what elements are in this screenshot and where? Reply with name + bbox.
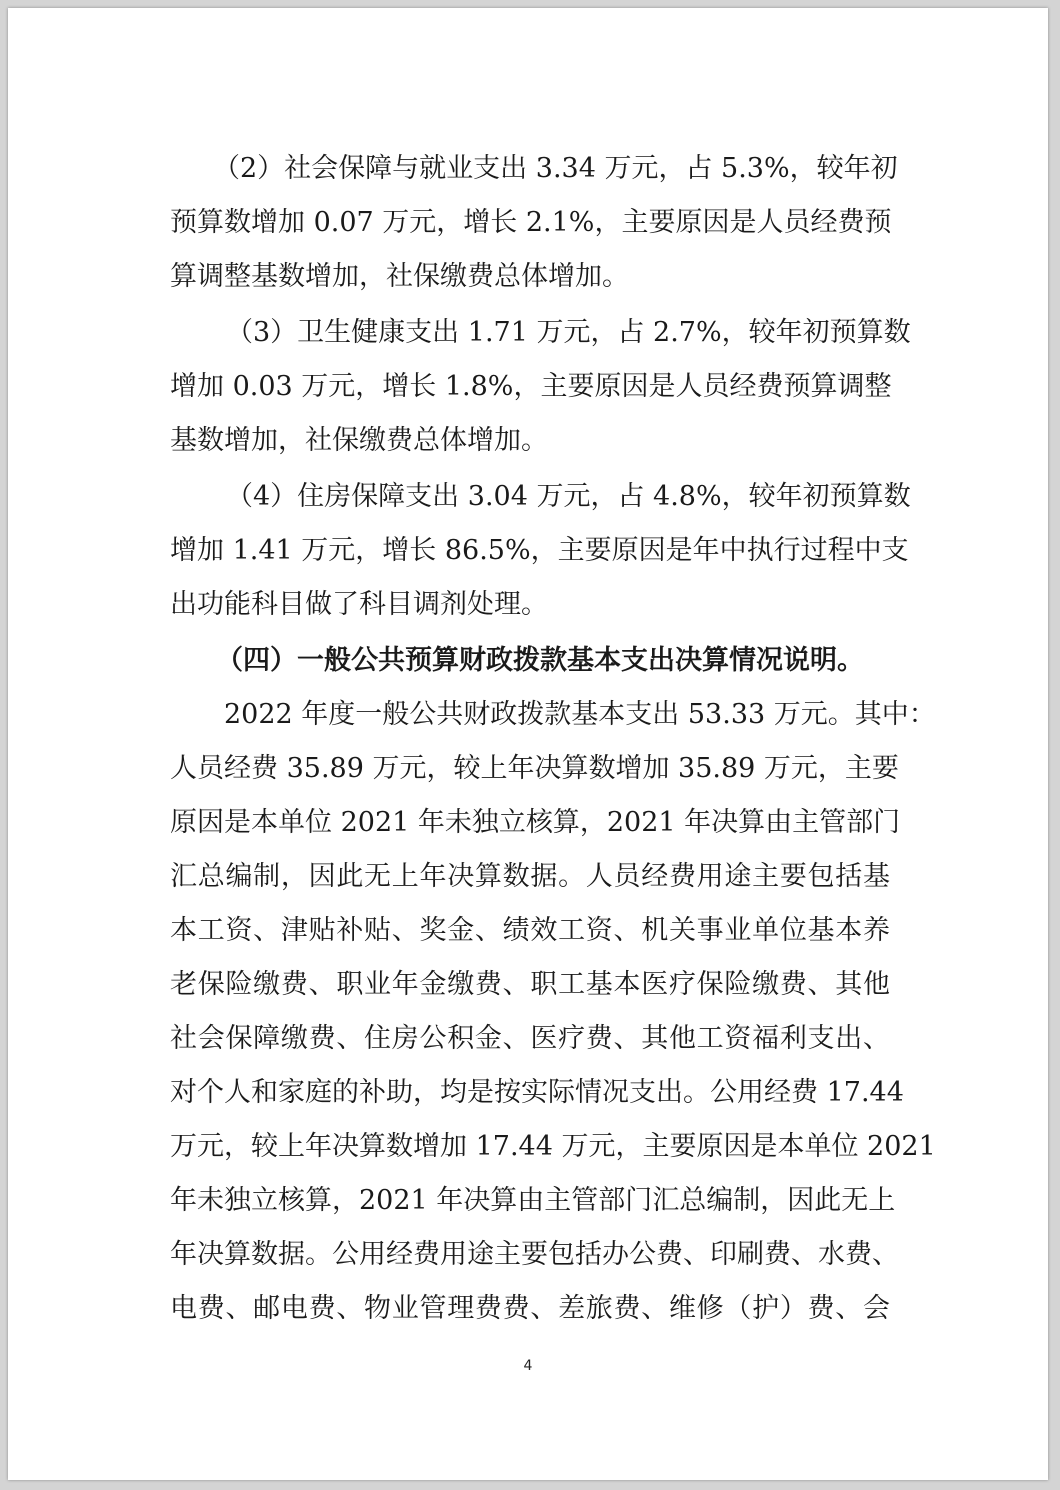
text-line: 增加 1.41 万元，增长 86.5%，主要原因是年中执行过程中支 [170, 535, 909, 566]
text-line: 本工资、津贴补贴、奖金、绩效工资、机关事业单位基本养 [170, 915, 890, 946]
text-line: 年未独立核算，2021 年决算由主管部门汇总编制，因此无上 [170, 1185, 896, 1216]
text-line: 出功能科目做了科目调剂处理。 [170, 589, 548, 620]
text-line: 算调整基数增加，社保缴费总体增加。 [170, 261, 629, 292]
document-page [8, 8, 1048, 1480]
text-line: 对个人和家庭的补助，均是按实际情况支出。公用经费 17.44 [170, 1077, 904, 1108]
text-line: 2022 年度一般公共财政拨款基本支出 53.33 万元。其中： [224, 699, 936, 730]
text-line: 汇总编制，因此无上年决算数据。人员经费用途主要包括基 [170, 861, 890, 892]
text-line: 人员经费 35.89 万元，较上年决算数增加 35.89 万元，主要 [170, 753, 899, 784]
text-line: 基数增加，社保缴费总体增加。 [170, 425, 548, 456]
text-line: 增加 0.03 万元，增长 1.8%，主要原因是人员经费预算调整 [170, 371, 892, 402]
text-line: （4）住房保障支出 3.04 万元，占 4.8%，较年初预算数 [226, 481, 911, 512]
section-heading: （四）一般公共预算财政拨款基本支出决算情况说明。 [216, 645, 864, 676]
page-number: 4 [523, 1358, 533, 1374]
text-line: 老保险缴费、职业年金缴费、职工基本医疗保险缴费、其他 [170, 969, 890, 1000]
text-line: 年决算数据。公用经费用途主要包括办公费、印刷费、水费、 [170, 1239, 899, 1270]
text-line: （3）卫生健康支出 1.71 万元，占 2.7%，较年初预算数 [226, 317, 911, 348]
text-line: 电费、邮电费、物业管理费费、差旅费、维修（护）费、会 [170, 1293, 890, 1324]
text-line: 预算数增加 0.07 万元，增长 2.1%，主要原因是人员经费预 [170, 207, 892, 238]
text-line: 原因是本单位 2021 年未独立核算，2021 年决算由主管部门 [170, 807, 901, 838]
text-line: 社会保障缴费、住房公积金、医疗费、其他工资福利支出、 [170, 1023, 890, 1054]
text-line: 万元，较上年决算数增加 17.44 万元，主要原因是本单位 2021 [170, 1131, 936, 1162]
text-line: （2）社会保障与就业支出 3.34 万元，占 5.3%，较年初 [213, 153, 898, 184]
